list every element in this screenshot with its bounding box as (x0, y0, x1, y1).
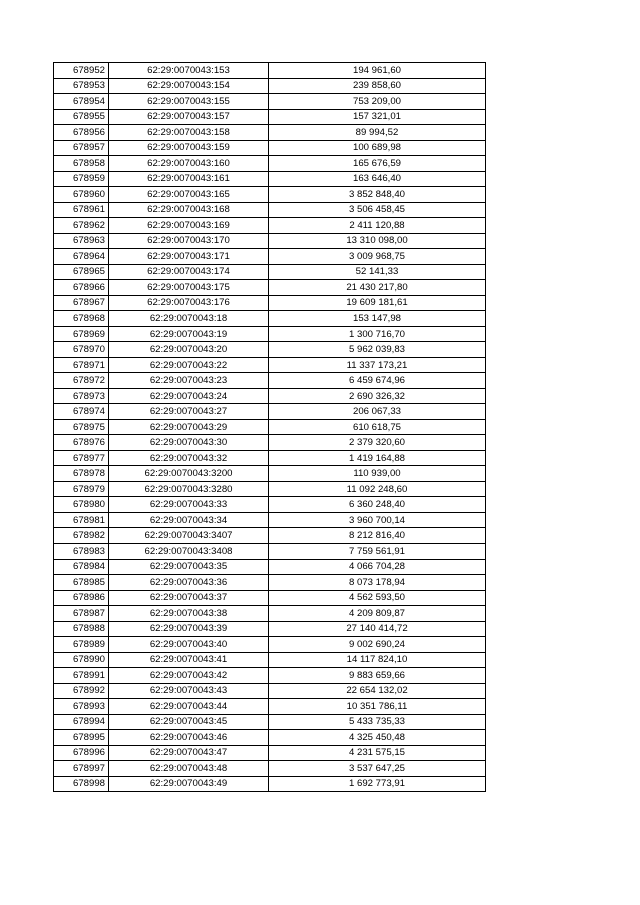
cadastral-value-cell: 3 009 968,75 (269, 249, 486, 265)
table-row (54, 652, 486, 668)
row-id-cell: 678974 (54, 404, 109, 420)
table-row (54, 435, 486, 451)
row-id-cell: 678982 (54, 528, 109, 544)
cadastral-value-cell: 100 689,98 (269, 140, 486, 156)
cadastral-value-cell: 3 960 700,14 (269, 512, 486, 528)
cadastral-number-cell: 62:29:0070043:38 (109, 606, 269, 622)
cadastral-value-cell: 753 209,00 (269, 94, 486, 110)
row-id-cell: 678979 (54, 481, 109, 497)
table-row (54, 590, 486, 606)
cadastral-number-cell: 62:29:0070043:158 (109, 125, 269, 141)
row-id-cell: 678961 (54, 202, 109, 218)
cadastral-number-cell: 62:29:0070043:42 (109, 668, 269, 684)
table-row (54, 342, 486, 358)
table-row (54, 637, 486, 653)
cadastral-number-cell: 62:29:0070043:27 (109, 404, 269, 420)
cadastral-number-cell: 62:29:0070043:44 (109, 699, 269, 715)
row-id-cell: 678968 (54, 311, 109, 327)
cadastral-value-cell: 19 609 181,61 (269, 295, 486, 311)
cadastral-number-cell: 62:29:0070043:45 (109, 714, 269, 730)
cadastral-number-cell: 62:29:0070043:35 (109, 559, 269, 575)
row-id-cell: 678972 (54, 373, 109, 389)
table-row (54, 249, 486, 265)
row-id-cell: 678954 (54, 94, 109, 110)
row-id-cell: 678963 (54, 233, 109, 249)
table-row (54, 466, 486, 482)
cadastral-number-cell: 62:29:0070043:3200 (109, 466, 269, 482)
cadastral-value-cell: 7 759 561,91 (269, 543, 486, 559)
row-id-cell: 678980 (54, 497, 109, 513)
cadastral-value-cell: 14 117 824,10 (269, 652, 486, 668)
table-row (54, 543, 486, 559)
table-row (54, 450, 486, 466)
row-id-cell: 678962 (54, 218, 109, 234)
cadastral-value-cell: 110 939,00 (269, 466, 486, 482)
cadastral-number-cell: 62:29:0070043:32 (109, 450, 269, 466)
row-id-cell: 678981 (54, 512, 109, 528)
row-id-cell: 678983 (54, 543, 109, 559)
table-row (54, 559, 486, 575)
cadastral-number-cell: 62:29:0070043:174 (109, 264, 269, 280)
cadastral-number-cell: 62:29:0070043:161 (109, 171, 269, 187)
cadastral-number-cell: 62:29:0070043:34 (109, 512, 269, 528)
cadastral-value-cell: 8 212 816,40 (269, 528, 486, 544)
cadastral-value-cell: 163 646,40 (269, 171, 486, 187)
cadastral-value-cell: 5 433 735,33 (269, 714, 486, 730)
row-id-cell: 678998 (54, 776, 109, 792)
cadastral-value-cell: 1 300 716,70 (269, 326, 486, 342)
cadastral-number-cell: 62:29:0070043:168 (109, 202, 269, 218)
cadastral-number-cell: 62:29:0070043:170 (109, 233, 269, 249)
table-row (54, 140, 486, 156)
row-id-cell: 678988 (54, 621, 109, 637)
table-row (54, 63, 486, 79)
row-id-cell: 678964 (54, 249, 109, 265)
table-row (54, 668, 486, 684)
row-id-cell: 678987 (54, 606, 109, 622)
row-id-cell: 678991 (54, 668, 109, 684)
cadastral-value-cell: 8 073 178,94 (269, 575, 486, 591)
table-row (54, 761, 486, 777)
cadastral-value-cell: 4 209 809,87 (269, 606, 486, 622)
table-row (54, 109, 486, 125)
table-row (54, 606, 486, 622)
cadastral-number-cell: 62:29:0070043:24 (109, 388, 269, 404)
cadastral-value-cell: 9 002 690,24 (269, 637, 486, 653)
cadastral-number-cell: 62:29:0070043:3280 (109, 481, 269, 497)
cadastral-value-cell: 2 379 320,60 (269, 435, 486, 451)
table-row (54, 512, 486, 528)
cadastral-number-cell: 62:29:0070043:37 (109, 590, 269, 606)
table-row (54, 419, 486, 435)
table-row (54, 202, 486, 218)
row-id-cell: 678995 (54, 730, 109, 746)
cadastral-value-cell: 27 140 414,72 (269, 621, 486, 637)
table-row (54, 683, 486, 699)
row-id-cell: 678960 (54, 187, 109, 203)
row-id-cell: 678956 (54, 125, 109, 141)
row-id-cell: 678975 (54, 419, 109, 435)
table-row (54, 233, 486, 249)
row-id-cell: 678977 (54, 450, 109, 466)
cadastral-number-cell: 62:29:0070043:153 (109, 63, 269, 79)
cadastral-number-cell: 62:29:0070043:49 (109, 776, 269, 792)
table-row (54, 776, 486, 792)
row-id-cell: 678973 (54, 388, 109, 404)
cadastral-value-cell: 5 962 039,83 (269, 342, 486, 358)
table-row (54, 745, 486, 761)
table-row (54, 280, 486, 296)
cadastral-value-cell: 21 430 217,80 (269, 280, 486, 296)
cadastral-value-cell: 4 325 450,48 (269, 730, 486, 746)
cadastral-value-cell: 1 692 773,91 (269, 776, 486, 792)
row-id-cell: 678978 (54, 466, 109, 482)
table-row (54, 497, 486, 513)
table-row (54, 125, 486, 141)
cadastral-number-cell: 62:29:0070043:165 (109, 187, 269, 203)
table-row (54, 699, 486, 715)
cadastral-value-cell: 6 360 248,40 (269, 497, 486, 513)
cadastral-value-cell: 3 537 647,25 (269, 761, 486, 777)
row-id-cell: 678984 (54, 559, 109, 575)
table-row (54, 528, 486, 544)
cadastral-value-cell: 11 092 248,60 (269, 481, 486, 497)
cadastral-number-cell: 62:29:0070043:169 (109, 218, 269, 234)
table-row (54, 404, 486, 420)
cadastral-value-cell: 4 562 593,50 (269, 590, 486, 606)
cadastral-number-cell: 62:29:0070043:43 (109, 683, 269, 699)
cadastral-number-cell: 62:29:0070043:159 (109, 140, 269, 156)
cadastral-number-cell: 62:29:0070043:36 (109, 575, 269, 591)
cadastral-value-cell: 10 351 786,11 (269, 699, 486, 715)
table-row (54, 218, 486, 234)
row-id-cell: 678952 (54, 63, 109, 79)
row-id-cell: 678958 (54, 156, 109, 172)
cadastral-value-cell: 3 506 458,45 (269, 202, 486, 218)
cadastral-number-cell: 62:29:0070043:29 (109, 419, 269, 435)
cadastral-number-cell: 62:29:0070043:30 (109, 435, 269, 451)
cadastral-number-cell: 62:29:0070043:33 (109, 497, 269, 513)
cadastral-value-cell: 6 459 674,96 (269, 373, 486, 389)
row-id-cell: 678971 (54, 357, 109, 373)
cadastral-number-cell: 62:29:0070043:154 (109, 78, 269, 94)
row-id-cell: 678996 (54, 745, 109, 761)
cadastral-number-cell: 62:29:0070043:40 (109, 637, 269, 653)
cadastral-number-cell: 62:29:0070043:3407 (109, 528, 269, 544)
table-row (54, 373, 486, 389)
cadastral-value-cell: 157 321,01 (269, 109, 486, 125)
row-id-cell: 678985 (54, 575, 109, 591)
table-row (54, 156, 486, 172)
cadastral-value-cell: 165 676,59 (269, 156, 486, 172)
cadastral-number-cell: 62:29:0070043:175 (109, 280, 269, 296)
table-row (54, 94, 486, 110)
cadastral-value-cell: 1 419 164,88 (269, 450, 486, 466)
cadastral-value-cell: 153 147,98 (269, 311, 486, 327)
cadastral-number-cell: 62:29:0070043:160 (109, 156, 269, 172)
row-id-cell: 678986 (54, 590, 109, 606)
cadastral-value-cell: 4 231 575,15 (269, 745, 486, 761)
table-row (54, 171, 486, 187)
table-row (54, 311, 486, 327)
cadastral-number-cell: 62:29:0070043:39 (109, 621, 269, 637)
cadastral-value-cell: 194 961,60 (269, 63, 486, 79)
cadastral-value-cell: 89 994,52 (269, 125, 486, 141)
table-row (54, 575, 486, 591)
cadastral-number-cell: 62:29:0070043:23 (109, 373, 269, 389)
table-row (54, 264, 486, 280)
table-row (54, 481, 486, 497)
cadastral-number-cell: 62:29:0070043:157 (109, 109, 269, 125)
cadastral-value-cell: 4 066 704,28 (269, 559, 486, 575)
cadastral-number-cell: 62:29:0070043:155 (109, 94, 269, 110)
cadastral-value-cell: 206 067,33 (269, 404, 486, 420)
cadastral-value-cell: 2 411 120,88 (269, 218, 486, 234)
cadastral-number-cell: 62:29:0070043:171 (109, 249, 269, 265)
row-id-cell: 678959 (54, 171, 109, 187)
cadastral-value-cell: 610 618,75 (269, 419, 486, 435)
table-row (54, 326, 486, 342)
row-id-cell: 678993 (54, 699, 109, 715)
cadastral-value-cell: 239 858,60 (269, 78, 486, 94)
row-id-cell: 678967 (54, 295, 109, 311)
cadastral-number-cell: 62:29:0070043:20 (109, 342, 269, 358)
row-id-cell: 678953 (54, 78, 109, 94)
row-id-cell: 678970 (54, 342, 109, 358)
row-id-cell: 678990 (54, 652, 109, 668)
cadastral-value-cell: 2 690 326,32 (269, 388, 486, 404)
table-body (54, 63, 486, 792)
cadastral-value-cell: 52 141,33 (269, 264, 486, 280)
row-id-cell: 678965 (54, 264, 109, 280)
table-row (54, 187, 486, 203)
row-id-cell: 678976 (54, 435, 109, 451)
row-id-cell: 678997 (54, 761, 109, 777)
row-id-cell: 678955 (54, 109, 109, 125)
cadastral-number-cell: 62:29:0070043:18 (109, 311, 269, 327)
table-row (54, 357, 486, 373)
cadastral-number-cell: 62:29:0070043:22 (109, 357, 269, 373)
row-id-cell: 678957 (54, 140, 109, 156)
cadastral-value-cell: 13 310 098,00 (269, 233, 486, 249)
table-row (54, 714, 486, 730)
table-row (54, 730, 486, 746)
row-id-cell: 678989 (54, 637, 109, 653)
cadastral-value-table (53, 62, 486, 792)
table-row (54, 295, 486, 311)
cadastral-number-cell: 62:29:0070043:3408 (109, 543, 269, 559)
row-id-cell: 678992 (54, 683, 109, 699)
cadastral-value-cell: 3 852 848,40 (269, 187, 486, 203)
table-row (54, 78, 486, 94)
cadastral-value-cell: 22 654 132,02 (269, 683, 486, 699)
cadastral-value-cell: 11 337 173,21 (269, 357, 486, 373)
cadastral-number-cell: 62:29:0070043:176 (109, 295, 269, 311)
cadastral-number-cell: 62:29:0070043:46 (109, 730, 269, 746)
cadastral-value-cell: 9 883 659,66 (269, 668, 486, 684)
cadastral-number-cell: 62:29:0070043:41 (109, 652, 269, 668)
table-row (54, 388, 486, 404)
cadastral-number-cell: 62:29:0070043:19 (109, 326, 269, 342)
cadastral-number-cell: 62:29:0070043:48 (109, 761, 269, 777)
row-id-cell: 678969 (54, 326, 109, 342)
row-id-cell: 678966 (54, 280, 109, 296)
cadastral-number-cell: 62:29:0070043:47 (109, 745, 269, 761)
table-row (54, 621, 486, 637)
row-id-cell: 678994 (54, 714, 109, 730)
